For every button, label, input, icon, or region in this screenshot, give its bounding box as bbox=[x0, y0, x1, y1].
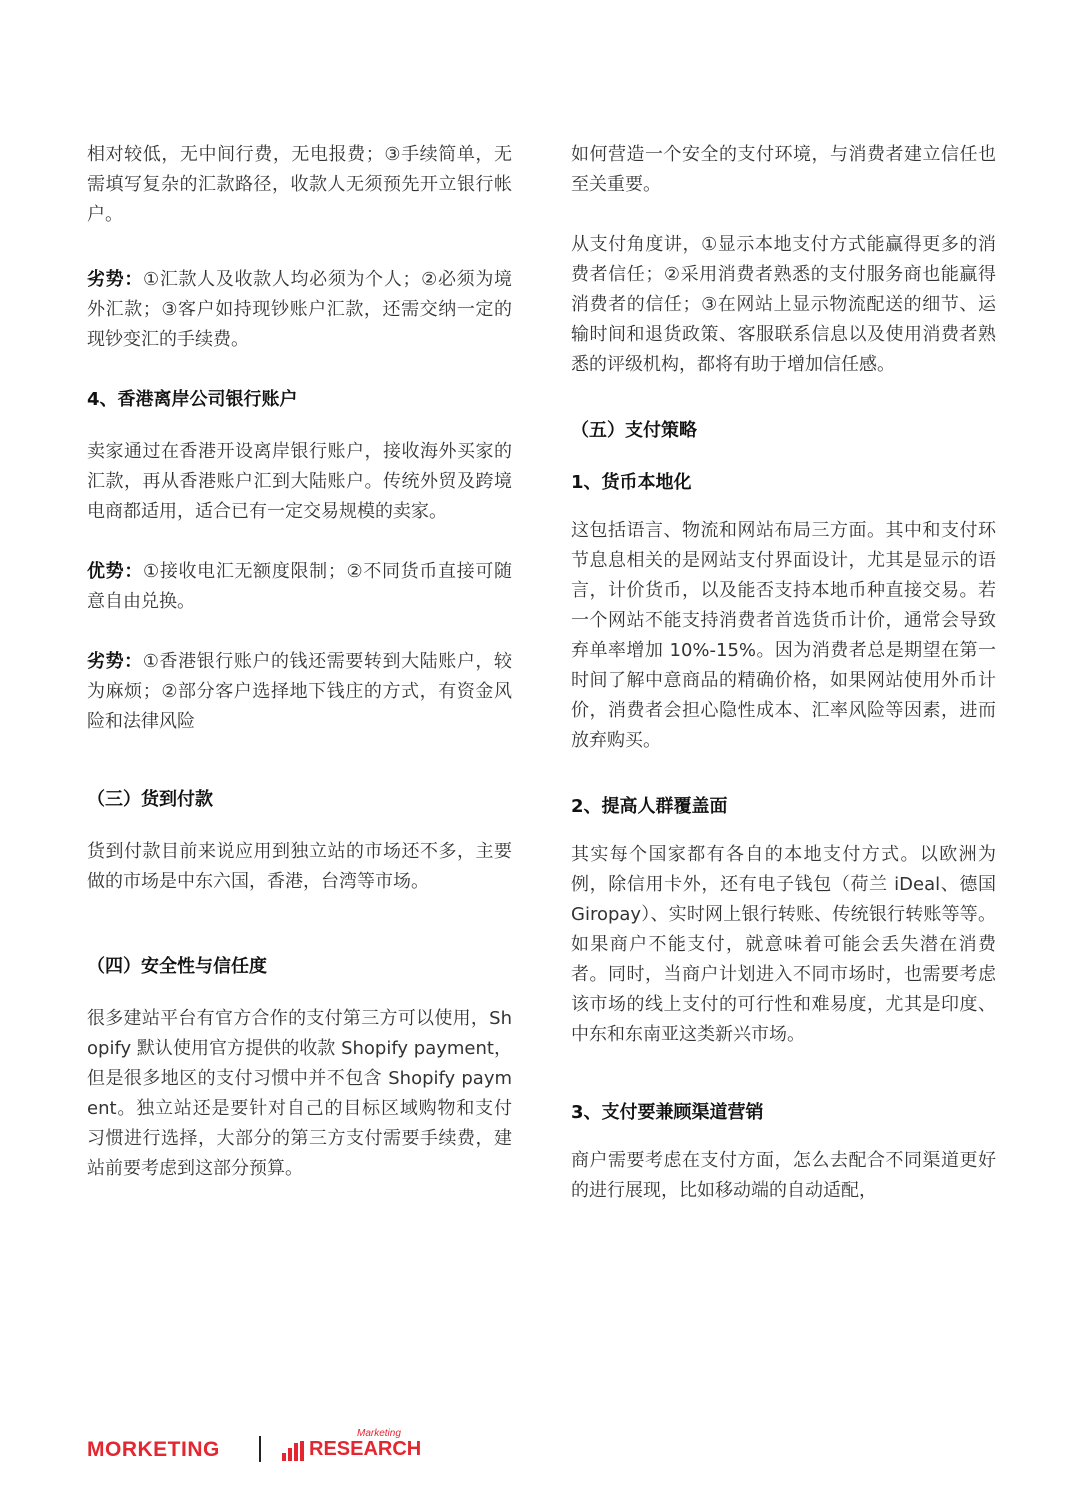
paragraph-disadvantage-1 bbox=[87, 265, 512, 355]
heading-hk-account: 4、香港离岸公司银行账户 bbox=[87, 389, 298, 410]
heading-strategy: （五）支付策略 bbox=[571, 420, 697, 441]
text-disadvantage: ①汇款人及收款人均必须为个人；②必须为境外汇款；③客户如持现钞账户汇款，还需交纳一定的现钞变汇的手续费。 bbox=[87, 269, 512, 350]
label-disadvantage: 劣势： bbox=[87, 269, 144, 290]
paragraph-disadvantage-2 bbox=[87, 647, 512, 737]
heading-channel: 3、支付要兼顾渠道营销 bbox=[571, 1102, 764, 1123]
paragraph-currency: 这包括语言、物流和网站布局三方面。其中和支付环节息息相关的是网站支付界面设计，尤其是显示的语言，计价货币，以及能否支持本地币种直接交易。若一个网站不能支持消费者首选货币计价，通常会导致弃单率增加 10%-15%。因为消费者总是期望在第一时间了解中意商品的精确价格，如果网站使用外币计价，消费者会担心隐性成本、汇率风险等因素，进而放弃购买。 bbox=[571, 520, 996, 751]
morketing-logo: MORKETING bbox=[87, 1438, 220, 1461]
heading-cod: （三）货到付款 bbox=[87, 789, 213, 810]
bar-chart-icon bbox=[282, 1441, 308, 1461]
heading-currency: 1、货币本地化 bbox=[571, 472, 692, 493]
text-advantage: ①接收电汇无额度限制；②不同货币直接可随意自由兑换。 bbox=[87, 561, 512, 612]
paragraph-hk-account: 卖家通过在香港开设离岸银行账户，接收海外买家的汇款，再从香港账户汇到大陆账户。传统外贸及跨境电商都适用，适合已有一定交易规模的卖家。 bbox=[87, 441, 512, 522]
paragraph-intro: 相对较低，无中间行费，无电报费；③手续简单，无需填写复杂的汇款路径，收款人无须预先开立银行帐户。 bbox=[87, 144, 512, 225]
label-disadvantage: 劣势： bbox=[87, 651, 143, 672]
paragraph-security: 很多建站平台有官方合作的支付第三方可以使用，Shopify 默认使用官方提供的收款 Shopify payment，但是很多地区的支付习惯中并不包含 Shopify payment。独立站还是要针对自己的目标区域购物和支付习惯进行选择，大部分的第三方支付需要手续费，建站前要考虑到这部分预算。 bbox=[87, 1008, 512, 1179]
heading-security: （四）安全性与信任度 bbox=[87, 956, 267, 977]
label-advantage: 优势： bbox=[87, 561, 144, 582]
paragraph-channel: 商户需要考虑在支付方面，怎么去配合不同渠道更好的进行展现，比如移动端的自动适配， bbox=[571, 1150, 996, 1201]
left-column bbox=[87, 140, 512, 1184]
heading-coverage: 2、提高人群覆盖面 bbox=[571, 796, 728, 817]
text-disadvantage: ①香港银行账户的钱还需要转到大陆账户，较为麻烦；②部分客户选择地下钱庄的方式，有资金风险和法律风险 bbox=[87, 651, 513, 732]
paragraph-coverage: 其实每个国家都有各自的本地支付方式。以欧洲为例，除信用卡外，还有电子钱包（荷兰 iDeal、德国 Giropay）、实时网上银行转账、传统银行转账等等。如果商户不能支付，就意味着可能会丢失潜在消费者。同时，当商户计划进入不同市场时，也需要考虑该市场的线上支付的可行性和难易度，尤其是印度、中东和东南亚这类新兴市场。 bbox=[571, 844, 996, 1045]
paragraph-cod: 货到付款目前来说应用到独立站的市场还不多，主要做的市场是中东六国，香港，台湾等市场。 bbox=[87, 841, 512, 892]
footer-logos bbox=[87, 1428, 487, 1468]
right-column bbox=[571, 140, 996, 1206]
research-logo-small-text: Marketing bbox=[357, 1428, 401, 1439]
logo-divider bbox=[259, 1436, 261, 1462]
paragraph-trust: 从支付角度讲，①显示本地支付方式能赢得更多的消费者信任；②采用消费者熟悉的支付服务商也能赢得消费者的信任；③在网站上显示物流配送的细节、运输时间和退货政策、客服联系信息以及使用消费者熟悉的评级机构，都将有助于增加信任感。 bbox=[571, 234, 996, 375]
research-logo: RESEARCH bbox=[309, 1438, 422, 1460]
paragraph-advantage bbox=[87, 557, 512, 617]
paragraph-environment: 如何营造一个安全的支付环境，与消费者建立信任也至关重要。 bbox=[571, 144, 996, 195]
